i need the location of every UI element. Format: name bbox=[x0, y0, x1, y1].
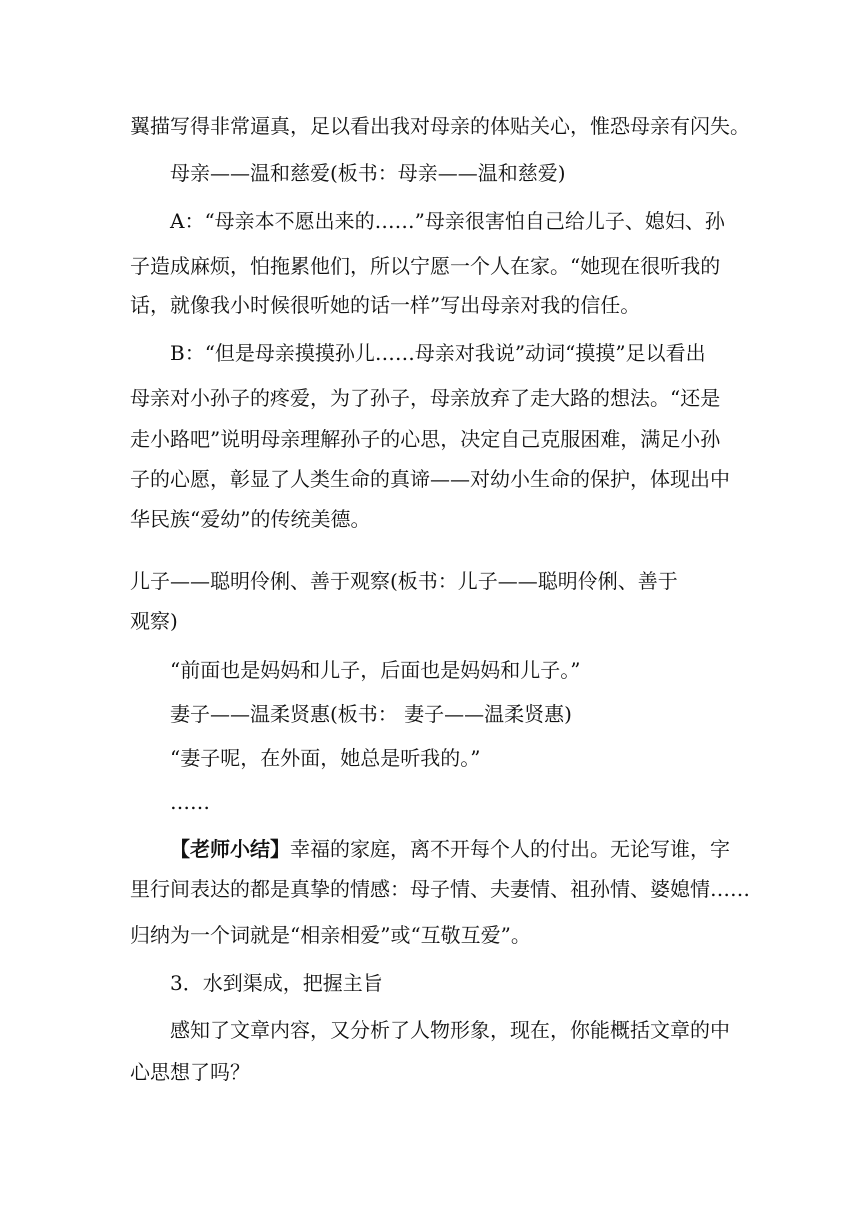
heading-son: 儿子——聪明伶俐、善于观察(板书：儿子——聪明伶俐、善于 bbox=[130, 569, 678, 593]
summary-line bbox=[170, 835, 730, 863]
paragraph-line: 母亲对小孙子的疼爱，为了孙子，母亲放弃了走大路的想法。“还是 bbox=[130, 386, 721, 410]
paragraph-line: 华民族“爱幼”的传统美德。 bbox=[130, 507, 371, 531]
paragraph-line: 子的心愿，彰显了人类生命的真谛——对幼小生命的保护，体现出中 bbox=[130, 467, 730, 491]
paragraph-line: 观察) bbox=[130, 609, 178, 633]
summary-text: 幸福的家庭，离不开每个人的付出。无论写谁，字 bbox=[290, 837, 730, 861]
quote-line: “前面也是妈妈和儿子，后面也是妈妈和儿子。” bbox=[170, 658, 581, 682]
paragraph-line: 感知了文章内容，又分析了人物形象，现在，你能概括文章的中 bbox=[170, 1018, 730, 1042]
paragraph-line: 翼描写得非常逼真，足以看出我对母亲的体贴关心，惟恐母亲有闪失。 bbox=[130, 114, 750, 138]
paragraph-line: 里行间表达的都是真挚的情感：母子情、夫妻情、祖孙情、婆媳情…… bbox=[130, 877, 750, 901]
heading-mother: 母亲——温和慈爱(板书：母亲——温和慈爱) bbox=[170, 161, 566, 185]
section-heading: 3．水到渠成，把握主旨 bbox=[170, 971, 383, 995]
heading-wife: 妻子——温柔贤惠(板书： 妻子——温柔贤惠) bbox=[170, 702, 572, 726]
paragraph-line: 话，就像我小时候很听她的话一样”写出母亲对我的信任。 bbox=[130, 293, 641, 317]
paragraph-line: 走小路吧”说明母亲理解孙子的心思，决定自己克服困难，满足小孙 bbox=[130, 427, 721, 451]
summary-label: 【老师小结】 bbox=[170, 837, 290, 861]
paragraph-line: A：“母亲本不愿出来的……”母亲很害怕自己给儿子、媳妇、孙 bbox=[170, 209, 725, 233]
quote-line: “妻子呢，在外面，她总是听我的。” bbox=[170, 746, 481, 770]
paragraph-line: B：“但是母亲摸摸孙儿……母亲对我说”动词“摸摸”足以看出 bbox=[170, 341, 706, 365]
paragraph-line: 归纳为一个词就是“相亲相爱”或“互敬互爱”。 bbox=[130, 923, 531, 947]
ellipsis-line: …… bbox=[170, 790, 210, 814]
paragraph-line: 心思想了吗？ bbox=[130, 1060, 250, 1084]
paragraph-line: 子造成麻烦，怕拖累他们，所以宁愿一个人在家。“她现在很听我的 bbox=[130, 254, 721, 278]
